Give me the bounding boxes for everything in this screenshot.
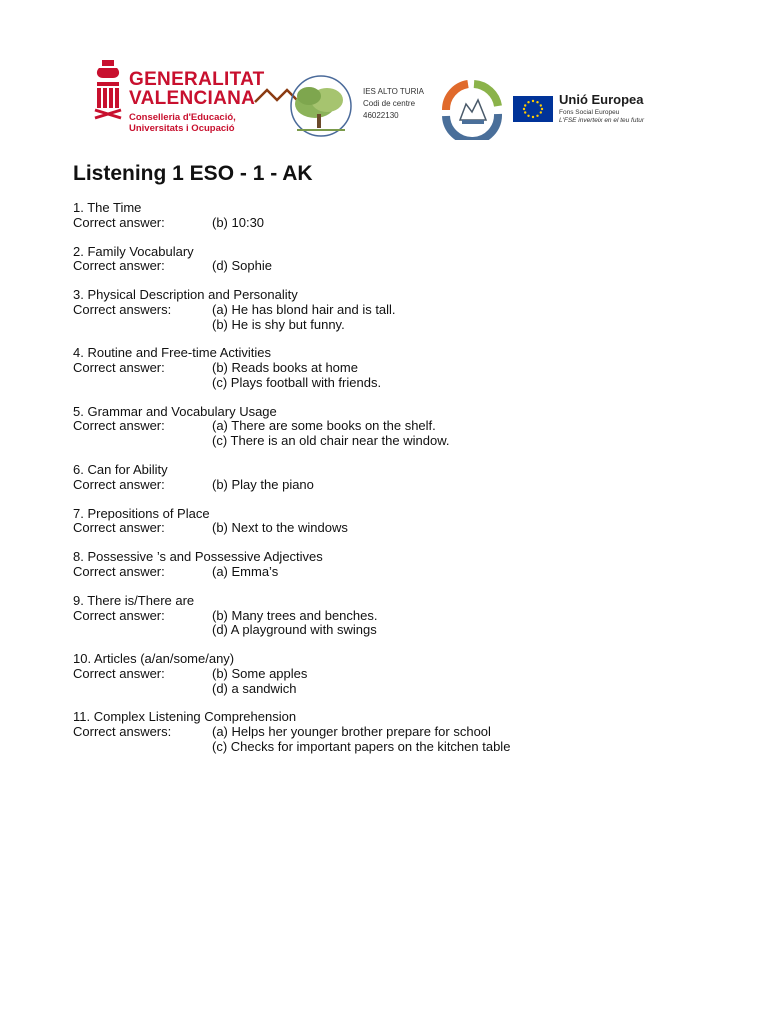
answer-text: (b) 10:30 bbox=[212, 214, 265, 230]
answer-label: Correct answer: bbox=[73, 665, 165, 681]
answer-label-spacer bbox=[73, 740, 212, 755]
school-name: IES ALTO TURIA bbox=[363, 87, 424, 96]
question-item bbox=[73, 507, 713, 536]
question-heading: 6. Can for Ability bbox=[73, 462, 168, 478]
answer-text: (a) Emma’s bbox=[212, 563, 279, 579]
tree-emblem-icon bbox=[253, 74, 357, 138]
answer-row bbox=[73, 609, 713, 624]
question-heading: 8. Possessive ’s and Possessive Adjectives bbox=[73, 549, 323, 565]
question-heading: 3. Physical Description and Personality bbox=[73, 287, 298, 303]
eu-flag-icon bbox=[513, 96, 553, 122]
eu-title: Unió Europea bbox=[559, 92, 644, 107]
generalitat-sub-line1: Conselleria d'Educació, bbox=[129, 112, 236, 123]
question-item bbox=[73, 346, 713, 390]
answer-row bbox=[73, 259, 713, 274]
question-item bbox=[73, 550, 713, 579]
eu-subtitle bbox=[559, 109, 644, 125]
school-info bbox=[363, 86, 424, 122]
answer-row bbox=[73, 667, 713, 682]
page-title: Listening 1 ESO - 1 - AK bbox=[73, 162, 313, 185]
answer-text: (c) Plays football with friends. bbox=[212, 374, 382, 390]
generalitat-logo bbox=[93, 60, 265, 140]
answer-label: Correct answer: bbox=[73, 360, 165, 376]
answer-label: Correct answer: bbox=[73, 258, 165, 274]
generalitat-emblem-icon bbox=[93, 60, 123, 120]
header-logos bbox=[0, 0, 768, 150]
answer-row bbox=[73, 419, 713, 434]
question-heading: 2. Family Vocabulary bbox=[73, 243, 194, 259]
generalitat-sub-line2: Universitats i Ocupació bbox=[129, 123, 235, 134]
question-item bbox=[73, 594, 713, 638]
answer-row bbox=[73, 376, 713, 391]
answer-label: Correct answers: bbox=[73, 724, 172, 740]
question-heading: 11. Complex Listening Comprehension bbox=[73, 709, 297, 725]
question-item bbox=[73, 405, 713, 449]
answer-row bbox=[73, 725, 713, 740]
answer-text: (d) Sophie bbox=[212, 258, 272, 274]
question-item bbox=[73, 652, 713, 696]
circle-badge-logo bbox=[440, 80, 504, 140]
eu-sub-line2: L'FSE inverteix en el teu futur bbox=[559, 117, 645, 124]
answer-row bbox=[73, 478, 713, 493]
answer-row bbox=[73, 303, 713, 318]
generalitat-name bbox=[129, 70, 265, 108]
answer-label: Correct answer: bbox=[73, 214, 165, 230]
answer-label-spacer bbox=[73, 318, 212, 333]
eu-logo bbox=[513, 90, 683, 126]
answer-label: Correct answer: bbox=[73, 418, 165, 434]
question-heading: 9. There is/There are bbox=[73, 592, 195, 608]
answer-row bbox=[73, 216, 713, 231]
answer-text: (b) Play the piano bbox=[212, 476, 314, 492]
answer-row bbox=[73, 682, 713, 697]
answer-label: Correct answers: bbox=[73, 301, 172, 317]
question-heading: 10. Articles (a/an/some/any) bbox=[73, 651, 235, 667]
answer-label-spacer bbox=[73, 434, 212, 449]
answer-text: (d) a sandwich bbox=[212, 680, 297, 696]
answer-text: (a) There are some books on the shelf. bbox=[212, 418, 436, 434]
question-item bbox=[73, 710, 713, 754]
question-item bbox=[73, 245, 713, 274]
answer-text: (b) Some apples bbox=[212, 665, 308, 681]
answer-row bbox=[73, 434, 713, 449]
answer-row bbox=[73, 623, 713, 638]
answer-text: (d) A playground with swings bbox=[212, 622, 377, 638]
answer-row bbox=[73, 521, 713, 536]
answer-label-spacer bbox=[73, 682, 212, 697]
answer-row bbox=[73, 565, 713, 580]
answer-text: (b) Many trees and benches. bbox=[212, 607, 378, 623]
school-logo bbox=[253, 74, 443, 138]
answer-key-list bbox=[73, 201, 713, 769]
answer-text: (a) He has blond hair and is tall. bbox=[212, 301, 396, 317]
answer-row bbox=[73, 361, 713, 376]
question-heading: 7. Prepositions of Place bbox=[73, 505, 210, 521]
circle-badge-icon bbox=[440, 80, 504, 140]
answer-label: Correct answer: bbox=[73, 520, 165, 536]
answer-row bbox=[73, 740, 713, 755]
answer-text: (b) Reads books at home bbox=[212, 360, 358, 376]
answer-text: (b) He is shy but funny. bbox=[212, 316, 345, 332]
question-item bbox=[73, 463, 713, 492]
answer-label: Correct answer: bbox=[73, 563, 165, 579]
answer-label: Correct answer: bbox=[73, 476, 165, 492]
question-item bbox=[73, 201, 713, 230]
answer-text: (b) Next to the windows bbox=[212, 520, 348, 536]
generalitat-name-line2: VALENCIANA bbox=[129, 88, 256, 109]
question-heading: 5. Grammar and Vocabulary Usage bbox=[73, 403, 277, 419]
question-heading: 4. Routine and Free-time Activities bbox=[73, 345, 271, 361]
question-heading: 1. The Time bbox=[73, 200, 142, 215]
answer-label-spacer bbox=[73, 376, 212, 391]
answer-label-spacer bbox=[73, 623, 212, 638]
answer-row bbox=[73, 318, 713, 333]
generalitat-name-line1: GENERALITAT bbox=[129, 69, 265, 90]
answer-text: (c) Checks for important papers on the kitchen table bbox=[212, 738, 511, 754]
answer-text: (c) There is an old chair near the window. bbox=[212, 433, 450, 449]
eu-sub-line1: Fons Social Europeu bbox=[559, 109, 620, 116]
answer-label: Correct answer: bbox=[73, 607, 165, 623]
school-code-label: Codi de centre bbox=[363, 99, 416, 108]
answer-text: (a) Helps her younger brother prepare for school bbox=[212, 724, 491, 740]
question-item bbox=[73, 288, 713, 332]
school-code: 46022130 bbox=[363, 111, 399, 120]
generalitat-department bbox=[129, 112, 236, 134]
